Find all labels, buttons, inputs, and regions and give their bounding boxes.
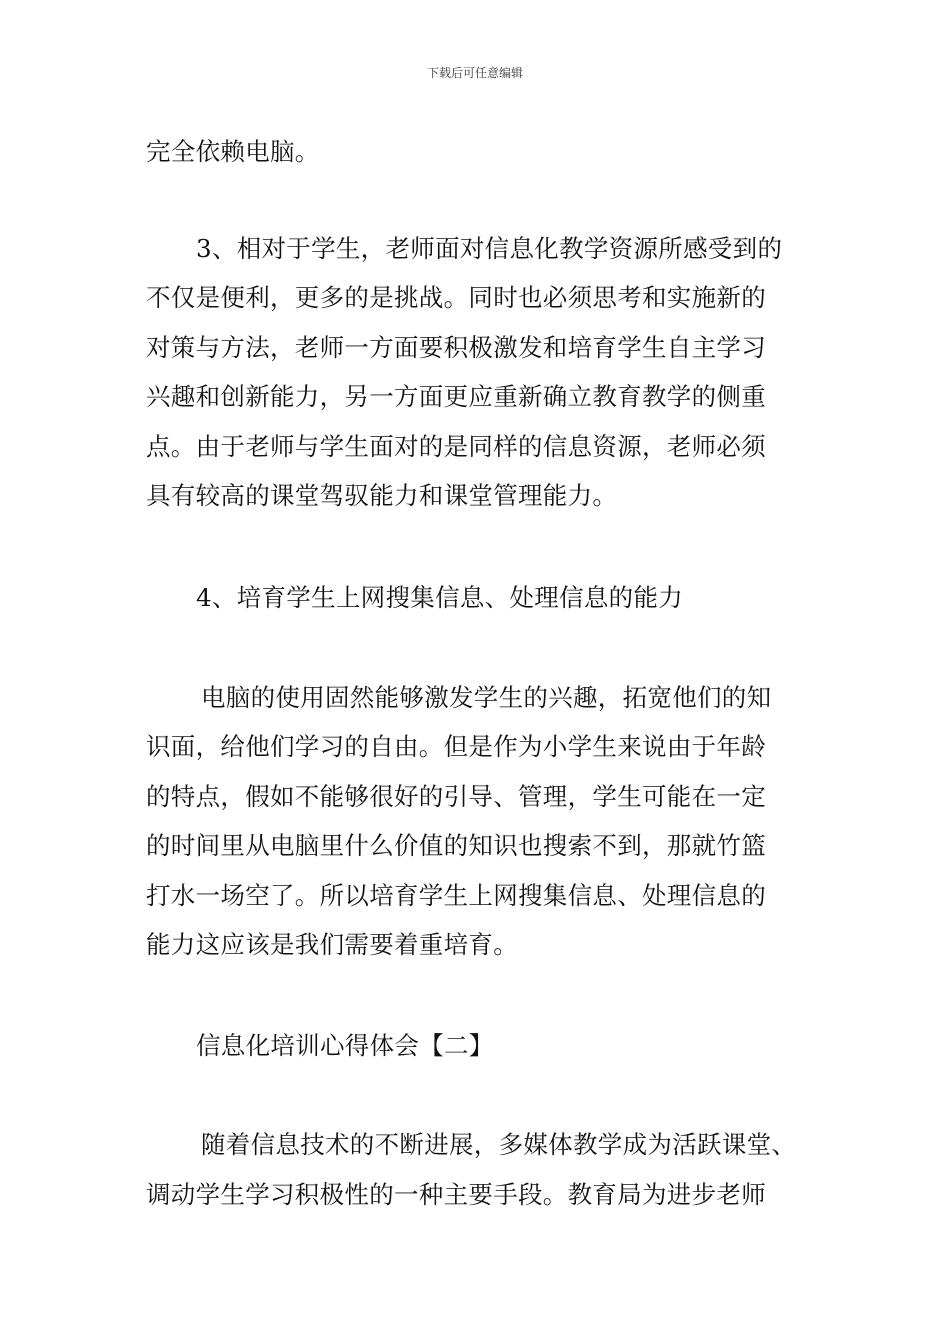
paragraph-line: 调动学生学习积极性的一种主要手段。教育局为进步老师	[146, 1180, 766, 1209]
paragraph-line: 对策与方法，老师一方面要积极激发和培育学生自主学习	[146, 333, 766, 362]
paragraph-line: 点。由于老师与学生面对的是同样的信息资源，老师必须	[146, 432, 766, 461]
paragraph-line: 识面，给他们学习的自由。但是作为小学生来说由于年龄	[146, 732, 766, 761]
paragraph-line: 电脑的使用固然能够激发学生的兴趣，拓宽他们的知	[201, 683, 772, 712]
paragraph-line: 完全依赖电脑。	[146, 137, 320, 166]
section-heading: 4、培育学生上网搜集信息、处理信息的能力	[196, 583, 684, 612]
paragraph-line: 的特点，假如不能够很好的引导、管理，学生可能在一定	[146, 782, 766, 811]
section-title: 信息化培训心得体会【二】	[196, 1031, 494, 1060]
paragraph-line: 能力这应该是我们需要着重培育。	[146, 930, 518, 959]
paragraph-line: 随着信息技术的不断进展，多媒体教学成为活跃课堂、	[201, 1130, 797, 1159]
paragraph-line: 具有较高的课堂驾驭能力和课堂管理能力。	[146, 481, 618, 510]
paragraph-line: 的时间里从电脑里什么价值的知识也搜索不到，那就竹篮	[146, 831, 766, 860]
paragraph-line: 3、相对于学生，老师面对信息化教学资源所感受到的	[196, 234, 783, 263]
paragraph-line: 不仅是便利，更多的是挑战。同时也必须思考和实施新的	[146, 283, 766, 312]
paragraph-line: 打水一场空了。所以培育学生上网搜集信息、处理信息的	[146, 881, 766, 910]
paragraph-line: 兴趣和创新能力，另一方面更应重新确立教育教学的侧重	[146, 382, 766, 411]
page-header: 下载后可任意编辑	[426, 66, 523, 80]
